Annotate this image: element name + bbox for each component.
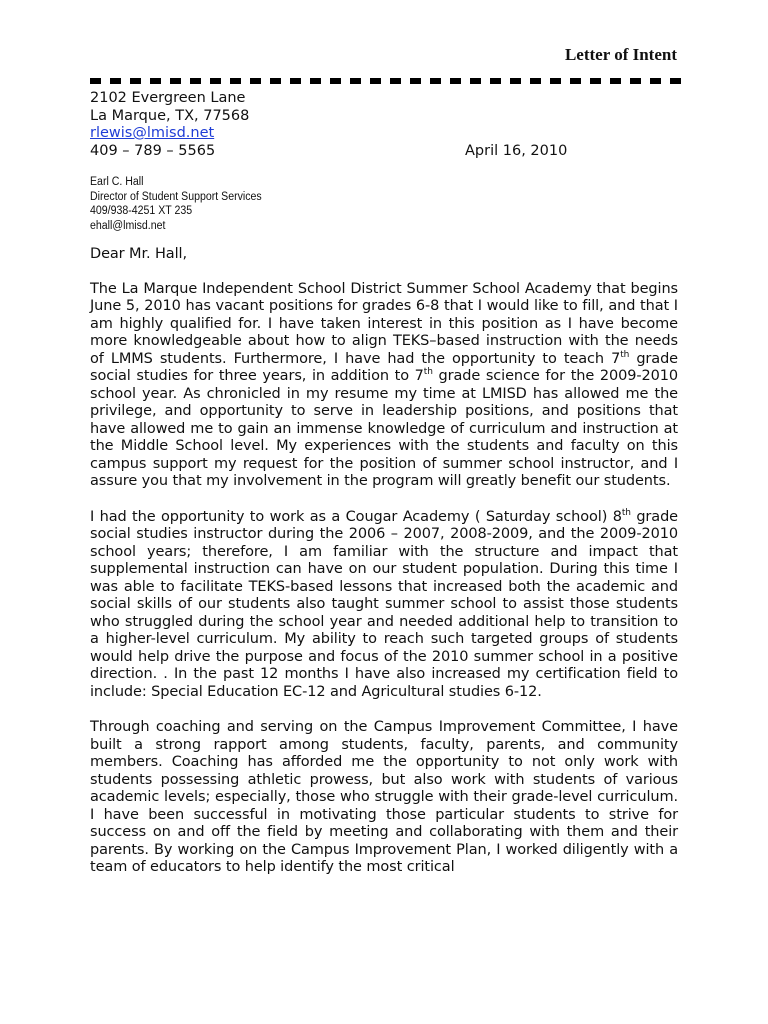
dashed-divider xyxy=(90,78,690,84)
salutation: Dear Mr. Hall, xyxy=(90,246,187,262)
recipient-title: Director of Student Support Services xyxy=(90,190,262,203)
sender-street: 2102 Evergreen Lane xyxy=(90,90,246,106)
page-title: Letter of Intent xyxy=(564,45,677,64)
paragraph-3: Through coaching and serving on the Campus Improvement Committee, I have built a strong rapport among students, faculty, parents, and community members. Coaching has afforded me the opportunity to not only work with students possessing athletic prowess, but also work with students of various academic levels; especially, those who struggle with their grade-level curriculum. I have been successful in motivating those particular students to strive for success on and off the field by meeting and collaborating with them and their parents. By working on the Campus Improvement Plan, I worked diligently with a team of educators to help identify the most critical xyxy=(90,719,678,875)
sender-city: La Marque, TX, 77568 xyxy=(90,107,250,124)
letter-date: April 16, 2010 xyxy=(465,143,568,159)
paragraph-2: I had the opportunity to work as a Cougar Academy ( Saturday school) 8th grade social studies instructor during the 2006 – 2007, 2008-2009, and the 2009-2010 school years; therefore, I am familiar with the structure and impact that supplemental instruction can have on our student population. During this time I was able to facilitate TEKS-based lessons that increased both the academic and social skills of our students also taught summer school to assist those students who struggled during the school year and needed additional help to transition to a higher-level curriculum. My ability to reach such targeted groups of students would help drive the purpose and focus of the 2010 summer school in a positive direction. . In the past 12 months I have also increased my certification field to include: Special Education EC-12 and Agricultural studies 6-12. xyxy=(90,507,678,700)
letter-body xyxy=(90,246,678,895)
paragraph-1: The La Marque Independent School District Summer School Academy that begins June 5, 2010 has vacant positions for grades 6-8 that I would like to fill, and that I am highly qualified for. I have taken interest in this position as I have become more knowledgeable about how to align TEKS–based instruction with the needs of LMMS students. Furthermore, I have had the opportunity to teach 7th grade social studies for three years, in addition to 7th grade science for the 2009-2010 school year. As chronicled in my resume my time at LMISD has allowed me the privilege, and opportunity to serve in leadership positions, and positions that have allowed me to gain an immense knowledge of curriculum and instruction at the Middle School level. My experiences with the students and faculty on this campus support my request for the position of summer school instructor, and I assure you that my involvement in the program will greatly benefit our students. xyxy=(90,280,679,489)
recipient-block xyxy=(90,175,262,233)
sender-email-link[interactable]: rlewis@lmisd.net xyxy=(90,125,215,141)
recipient-phone: 409/938-4251 XT 235 xyxy=(90,205,193,218)
sender-phone: 409 – 789 – 5565 xyxy=(90,142,216,159)
recipient-email: ehall@lmisd.net xyxy=(90,219,166,232)
sender-block xyxy=(90,90,680,160)
recipient-name: Earl C. Hall xyxy=(90,176,144,188)
